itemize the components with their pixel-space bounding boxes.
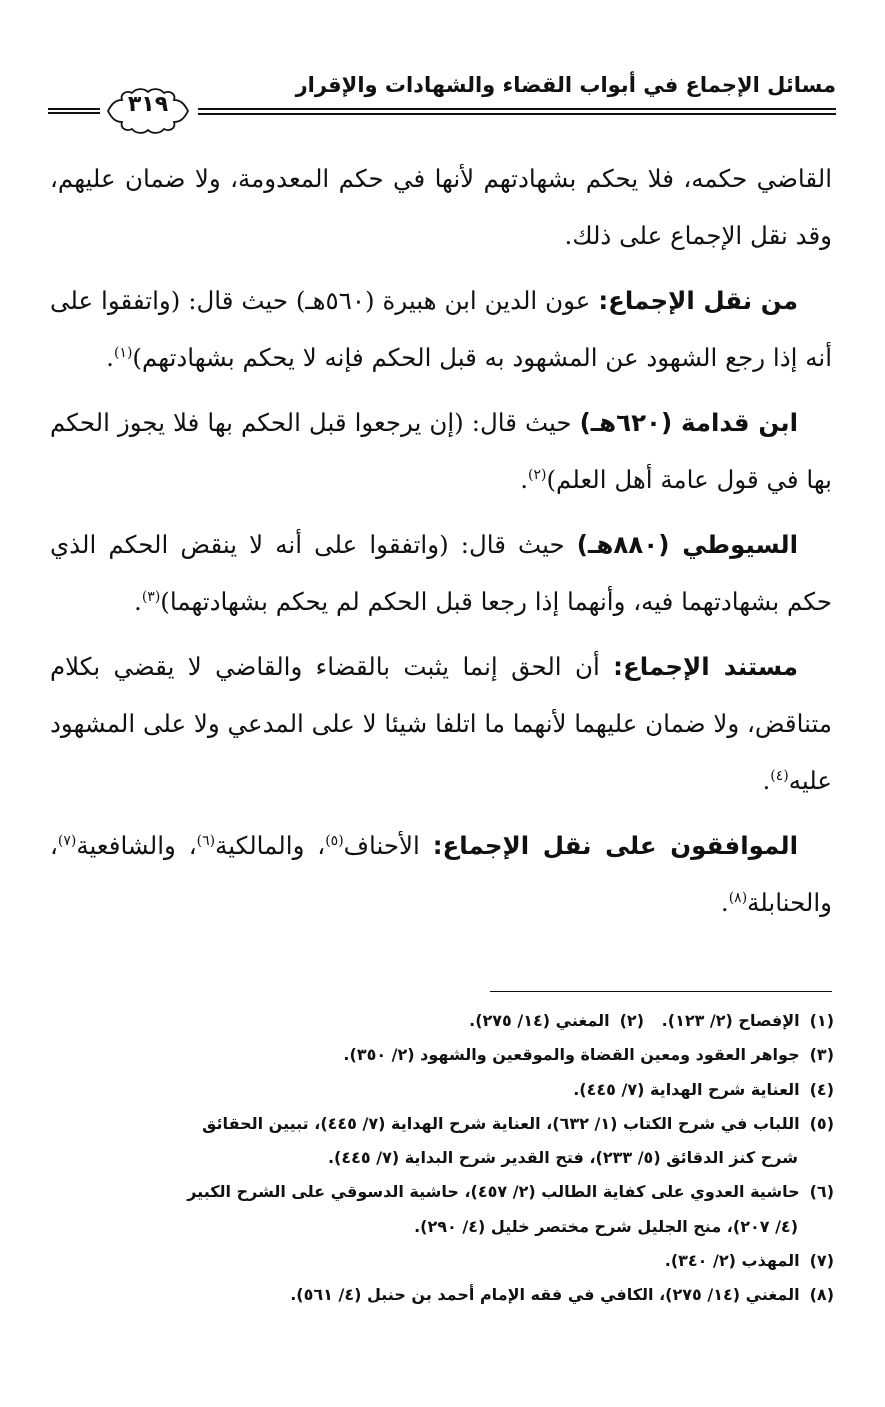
- footnote-number: (٥): [809, 1113, 834, 1133]
- paragraph-end: .: [720, 888, 729, 917]
- footnote-8: [44, 1278, 834, 1312]
- chapter-title: مسائل الإجماع في أبواب القضاء والشهادات والإقرار: [295, 73, 836, 97]
- footnote-separator: [490, 991, 832, 992]
- paragraph-6: [50, 817, 832, 931]
- footnote-number: (٢): [619, 1011, 644, 1030]
- page-number: ٣١٩: [127, 92, 169, 117]
- footnote-number: (٦): [809, 1182, 834, 1202]
- paragraph-end: .: [134, 587, 142, 616]
- footnote-text: اللباب في شرح الكتاب (١/ ٦٣٢)، العناية شرح الهداية (٧/ ٤٤٥)، تبيين الحقائق: [202, 1113, 800, 1133]
- paragraph-end: .: [762, 766, 771, 795]
- footnote-number: (٣): [809, 1045, 834, 1065]
- footnote-6: [44, 1175, 834, 1209]
- footnote-ref: (١): [113, 344, 133, 361]
- paragraph-3: [50, 394, 832, 508]
- main-text: [50, 150, 832, 939]
- footnote-number: (٧): [809, 1251, 834, 1271]
- footnote-5-cont: شرح كنز الدقائق (٥/ ٢٣٣)، فتح القدير شرح البداية (٧/ ٤٤٥).: [327, 1148, 798, 1168]
- paragraph-text: الأحناف: [343, 831, 433, 860]
- footnote-7: [44, 1244, 834, 1278]
- paragraph-text: أن الحق إنما يثبت بالقضاء والقاضي لا يقضي بكلام متناقض، ولا ضمان عليهما لأنهما ما اتلفا شيئا لا على المدعي ولا على المشهود عليه: [50, 652, 832, 795]
- paragraph-lead: ابن قدامة (٦٢٠هـ): [579, 408, 798, 437]
- footnote-5: [44, 1107, 834, 1141]
- footnote-ref: (٦): [196, 832, 216, 849]
- footnote-text: الإفصاح (٢/ ١٢٣).: [661, 1011, 800, 1030]
- footnote-text: حاشية العدوي على كفاية الطالب (٢/ ٤٥٧)، حاشية الدسوقي على الشرح الكبير: [187, 1182, 800, 1202]
- footnote-2: [469, 1004, 644, 1038]
- footnote-6-cont: (٤/ ٢٠٧)، منح الجليل شرح مختصر خليل (٤/ ٢٩٠).: [414, 1216, 798, 1236]
- header-rule-left: [48, 108, 100, 114]
- footnote-4: [44, 1073, 834, 1107]
- footnote-number: (١): [809, 1011, 834, 1030]
- paragraph-lead: من نقل الإجماع:: [598, 286, 799, 315]
- paragraph-lead: السيوطي (٨٨٠هـ): [576, 530, 798, 559]
- footnote-ref: (٣): [141, 588, 161, 605]
- header-rule: [198, 108, 836, 115]
- paragraph-text: حيث قال: (إن يرجعوا قبل الحكم بها فلا يجوز الحكم بها في قول عامة أهل العلم): [50, 408, 832, 494]
- paragraph-text: ، والمالكية: [215, 831, 326, 860]
- footnote-1: [644, 1004, 834, 1038]
- paragraph-2: [50, 272, 832, 386]
- paragraph-5: [50, 638, 832, 809]
- paragraph-text: عون الدين ابن هبيرة (٥٦٠هـ) حيث قال: (واتفقوا على أنه إذا رجع الشهود عن المشهود به قبل الحكم فإنه لا يحكم بشهادتهم): [50, 286, 832, 372]
- footnote-number: (٤): [809, 1079, 834, 1099]
- footnote-3: [44, 1038, 834, 1072]
- footnote-row-1-2: [44, 1004, 834, 1038]
- footnote-ref: (٤): [770, 767, 789, 784]
- footnote-text: العناية شرح الهداية (٧/ ٤٤٥).: [573, 1079, 800, 1099]
- paragraph-text: حيث قال: (واتفقوا على أنه لا ينقض الحكم الذي حكم بشهادتهما فيه، وأنهما إذا رجعا قبل الحكم لم يحكم بشهادتهما): [50, 530, 832, 616]
- paragraph-lead: مستند الإجماع:: [613, 652, 798, 681]
- paragraph-1: القاضي حكمه، فلا يحكم بشهادتهم لأنها في حكم المعدومة، ولا ضمان عليهم، وقد نقل الإجماع على ذلك.: [50, 164, 832, 250]
- footnote-text: المغني (١٤/ ٢٧٥)، الكافي في فقه الإمام أحمد بن حنبل (٤/ ٥٦١).: [290, 1285, 800, 1305]
- running-header: [48, 68, 836, 128]
- paragraph-lead: الموافقون على نقل الإجماع:: [432, 831, 798, 860]
- footnote-text: المغني (١٤/ ٢٧٥).: [469, 1011, 610, 1030]
- footnote-ref: (٢): [528, 466, 547, 483]
- footnote-text: المهذب (٢/ ٣٤٠).: [664, 1251, 800, 1271]
- paragraph-end: .: [106, 343, 114, 372]
- paragraph-text: ، والشافعية: [76, 831, 197, 860]
- footnotes: [44, 1004, 834, 1313]
- footnote-ref: (٨): [728, 889, 748, 906]
- footnote-ref: (٧): [57, 832, 77, 849]
- paragraph-text: ، والحنابلة: [50, 831, 832, 917]
- paragraph-4: [50, 516, 832, 630]
- footnote-number: (٨): [809, 1285, 834, 1305]
- page-number-ornament: [102, 78, 194, 134]
- footnote-text: جواهر العقود ومعين القضاة والموقعين والشهود (٢/ ٣٥٠).: [343, 1045, 800, 1065]
- footnote-ref: (٥): [325, 832, 344, 849]
- paragraph-end: .: [520, 465, 529, 494]
